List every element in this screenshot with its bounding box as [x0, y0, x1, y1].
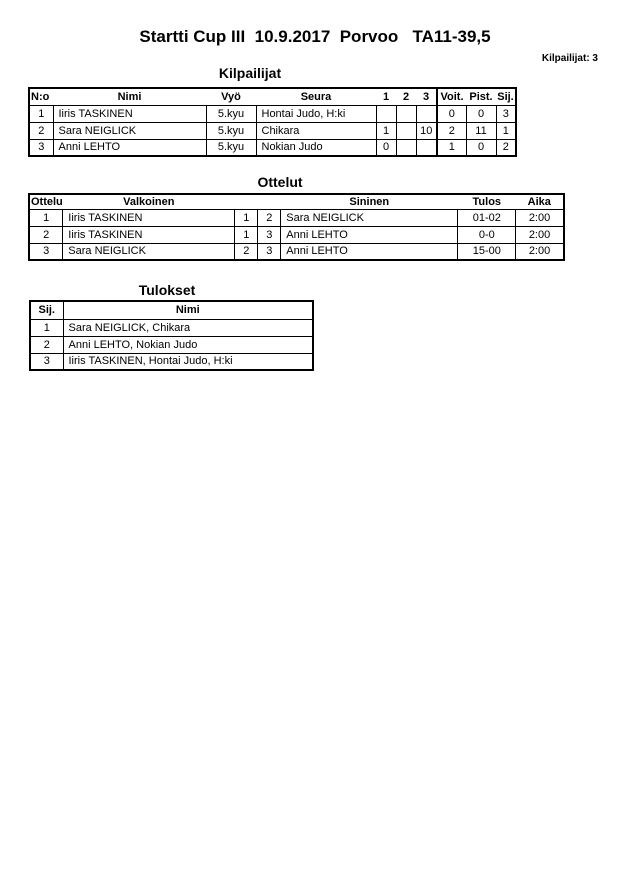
competitor-row: [29, 139, 516, 156]
competitor-match3-score: 10: [416, 122, 437, 139]
match-blue-name: Anni LEHTO: [281, 243, 458, 260]
competitors-header-row: [29, 88, 516, 105]
competitor-place: 1: [496, 122, 516, 139]
competitor-points: 0: [466, 105, 496, 122]
result-row: [30, 319, 313, 336]
match-blue-name: Anni LEHTO: [281, 226, 458, 243]
match-row: [29, 209, 564, 226]
col-header-white-no: [235, 194, 258, 209]
match-blue-no: 3: [258, 226, 281, 243]
competitor-row: [29, 105, 516, 122]
competitor-points: 0: [466, 139, 496, 156]
match-result: 15-00: [458, 243, 516, 260]
matches-heading: Ottelut: [257, 174, 303, 190]
matches-table: [28, 193, 565, 261]
col-header-result: Tulos: [458, 194, 516, 209]
col-header-name: Nimi: [63, 301, 313, 319]
col-header-place: Sij.: [30, 301, 63, 319]
competitor-wins: 0: [437, 105, 466, 122]
result-place: 3: [30, 353, 63, 370]
competitor-name: Anni LEHTO: [53, 139, 206, 156]
competitor-row: [29, 122, 516, 139]
result-row: [30, 336, 313, 353]
competitor-no: 1: [29, 105, 53, 122]
match-white-name: Iiris TASKINEN: [63, 209, 235, 226]
col-header-match-no: Ottelu: [31, 195, 63, 208]
match-no: 2: [29, 226, 63, 243]
col-header-wins: Voit.: [437, 88, 466, 105]
competitor-wins: 2: [437, 122, 466, 139]
competitor-match2-score: [396, 122, 416, 139]
match-result: 01-02: [458, 209, 516, 226]
competitor-place: 2: [496, 139, 516, 156]
competitor-match1-score: [376, 105, 396, 122]
competitor-match3-score: [416, 105, 437, 122]
match-row: [29, 226, 564, 243]
competitor-points: 11: [466, 122, 496, 139]
col-header-match1: 1: [376, 88, 396, 105]
competitor-wins: 1: [437, 139, 466, 156]
competitor-no: 3: [29, 139, 53, 156]
competitor-match2-score: [396, 139, 416, 156]
match-no: 1: [29, 209, 63, 226]
competitor-belt: 5.kyu: [206, 105, 256, 122]
competitor-club: Nokian Judo: [256, 139, 376, 156]
competitor-belt: 5.kyu: [206, 139, 256, 156]
match-blue-name: Sara NEIGLICK: [281, 209, 458, 226]
competitor-match1-score: 1: [376, 122, 396, 139]
results-table: [29, 300, 314, 371]
competitor-name: Sara NEIGLICK: [53, 122, 206, 139]
competitor-match3-score: [416, 139, 437, 156]
match-time: 2:00: [516, 226, 564, 243]
result-name: Sara NEIGLICK, Chikara: [63, 319, 313, 336]
col-header-white: Valkoinen: [63, 194, 235, 209]
col-header-blue-no: [258, 194, 281, 209]
col-header-blue: Sininen: [281, 194, 458, 209]
col-header-points: Pist.: [466, 88, 496, 105]
col-header-no: N:o: [29, 88, 53, 105]
col-header-match2: 2: [396, 88, 416, 105]
results-heading: Tulokset: [138, 282, 196, 298]
match-row: [29, 243, 564, 260]
results-header-row: [30, 301, 313, 319]
match-time: 2:00: [516, 209, 564, 226]
col-header-time: Aika: [516, 194, 564, 209]
competitors-heading: Kilpailijat: [218, 65, 282, 81]
match-white-no: 1: [235, 209, 258, 226]
competitor-match2-score: [396, 105, 416, 122]
col-header-club: Seura: [256, 88, 376, 105]
match-white-name: Sara NEIGLICK: [63, 243, 235, 260]
match-time: 2:00: [516, 243, 564, 260]
competitor-club: Chikara: [256, 122, 376, 139]
competitor-no: 2: [29, 122, 53, 139]
page-title: Startti Cup III 10.9.2017 Porvoo TA11-39,5: [139, 27, 491, 46]
match-result: 0-0: [458, 226, 516, 243]
match-blue-no: 2: [258, 209, 281, 226]
result-place: 1: [30, 319, 63, 336]
match-no: 3: [29, 243, 63, 260]
matches-header-row: [29, 194, 564, 209]
col-header-belt: Vyö: [206, 88, 256, 105]
result-name: Anni LEHTO, Nokian Judo: [63, 336, 313, 353]
competitor-club: Hontai Judo, H:ki: [256, 105, 376, 122]
competitor-match1-score: 0: [376, 139, 396, 156]
col-header-match3: 3: [416, 88, 437, 105]
result-row: [30, 353, 313, 370]
competitor-belt: 5.kyu: [206, 122, 256, 139]
result-place: 2: [30, 336, 63, 353]
col-header-name: Nimi: [53, 88, 206, 105]
match-white-no: 1: [235, 226, 258, 243]
competitor-place: 3: [496, 105, 516, 122]
competitor-name: Iiris TASKINEN: [53, 105, 206, 122]
result-name: Iiris TASKINEN, Hontai Judo, H:ki: [63, 353, 313, 370]
match-white-name: Iiris TASKINEN: [63, 226, 235, 243]
competitor-count-label: Kilpailijat: 3: [541, 53, 598, 64]
match-blue-no: 3: [258, 243, 281, 260]
match-white-no: 2: [235, 243, 258, 260]
competitors-table: [28, 87, 517, 157]
col-header-place: Sij.: [496, 88, 516, 105]
